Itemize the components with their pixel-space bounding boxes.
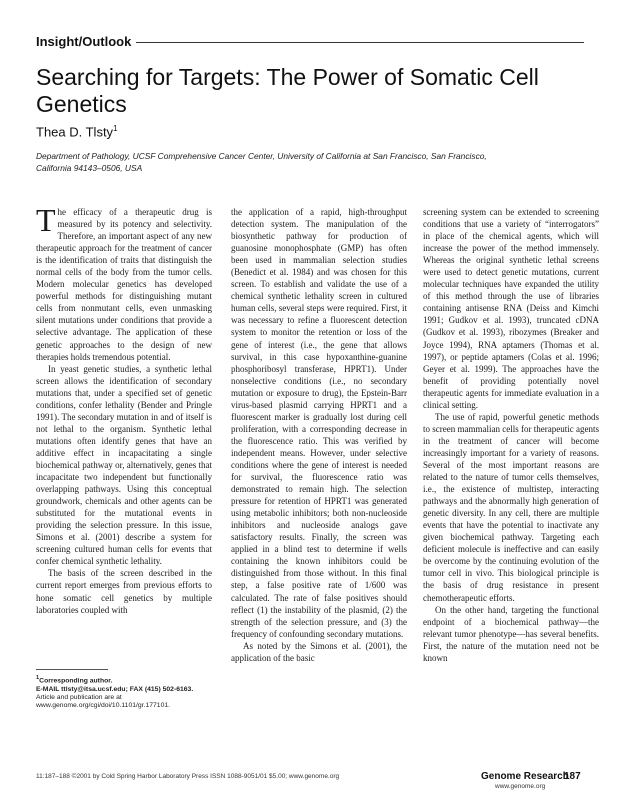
body-column-1 xyxy=(36,202,212,616)
drop-cap: T xyxy=(36,202,56,238)
contact-info: E-MAIL ttlsty@itsa.ucsf.edu; FAX (415) 502-6163. xyxy=(36,685,194,693)
section-label: Insight/Outlook xyxy=(36,34,132,49)
body-paragraph: The basis of the screen described in the current report emerges from previous efforts to hone somatic cell genetics by multiple laboratories coupled with xyxy=(36,568,212,615)
page-number: 187 xyxy=(564,771,581,782)
author-line xyxy=(36,124,118,139)
author-footnote-mark: 1 xyxy=(113,124,118,133)
corresponding-author-note: $^1$Corresponding author. xyxy=(36,675,113,685)
body-paragraph: As noted by the Simons et al. (2001), the application of the basic xyxy=(231,640,407,663)
body-column-3 xyxy=(423,206,599,664)
paragraph-text: he efficacy of a therapeutic drug is measured by its potency and selectivity. Therefore, an important aspect of any new therapeutic approach for the treatment of cancer is the identification of traits that distinguish the normal cells of the body from the tumor cells. Modern molecular genetics has developed powerful methods for distinguishing mutant cells from nonmutant cells, even unmasking silent mutations under conditions that provide a selective advantage. The application of these genetic approaches to the design of new therapies holds tremendous potential. xyxy=(36,207,212,362)
body-column-2 xyxy=(231,206,407,664)
article-title: Searching for Targets: The Power of Somatic Cell Genetics xyxy=(36,64,539,117)
footnotes xyxy=(36,674,224,711)
footnote-mark: 1 xyxy=(36,675,40,681)
citation-line: 11:187–188 ©2001 by Cold Spring Harbor Laboratory Press ISSN 1088-9051/01 $5.00; www.genome.org xyxy=(36,773,340,780)
body-paragraph: In yeast genetic studies, a synthetic lethal screen allows the identification of secondary mutations that, under a specified set of genetic conditions, confer lethality (Bender and Pringle 1991). The secondary mutation in and of itself is not lethal to the organism. Synthetic lethal mutations often identify genes that have an additive effect in incapacitating a single biochemical pathway or, alternatively, genes that incapacitate two independent but functionally overlapping pathways. Using this conceptual groundwork, chemicals and other agents can be substituted for the mutational events in providing the selection pressure. In this issue, Simons et al. (2001) describe a system for screening cultured human cells for events that confer chemical synthetic lethality. xyxy=(36,363,212,567)
publication-note: Article and publication are at www.genome.org/cgi/doi/10.1101/gr.177101. xyxy=(36,694,171,710)
body-paragraph: screening system can be extended to screening conditions that use a variety of “interrogators” in place of the chemical agents, which will increase the power of the method immensely. Whereas the original synthetic lethal screens were used to detect genetic mutations, current molecular techniques have expanded the utility of this method through the use of libraries containing antisense RNA (Deiss and Kimchi 1991; Gudkov et al. 1993), truncated cDNA (Gudkov et al. 1993), ribozymes (Breaker and Joyce 1994), RNA aptamers (Thomas et al. 1997), or peptide aptamers (Colas et al. 1996; Geyer et al. 1999). The approaches have the benefit of providing potentially novel therapeutic agents for immediate evaluation in a clinical setting. xyxy=(423,207,599,410)
footnote-divider xyxy=(36,669,108,670)
author-affiliation: Department of Pathology, UCSF Comprehensive Cancer Center, University of California at San Francisco, San Francisco, California 94143–0506, USA xyxy=(36,151,487,173)
body-paragraph: the application of a rapid, high-throughput detection system. The manipulation of the biosynthetic pathway for production of guanosine monophosphate (GMP) has often been used in mammalian selection studies (Benedict et al. 1984) and was chosen for this screen. To establish and validate the use of a chemical synthetic lethality screen in cultured human cells, several steps were required. First, it was necessary to refine a fluorescent detection system to monitor the retention or loss of the gene of interest (i.e., the gene that allows survival, in this case hypoxanthine-guanine phosphoribosyl transferase, HPRT1). Under nonselective conditions (i.e., no secondary mutation or exposure to drug), the Epstein-Barr virus-based plasmid carrying HPRT1 and a fluorescent marker is gradually lost during cell proliferation, with a corresponding decrease in the fluorescence ratio. This was verified by independent means. However, under selective conditions where the gene of interest is needed for survival, the fluorescence ratio was demonstrated to remain high. The selection pressure for retention of HPRT1 was generated using metabolic inhibitors; both non-nucleoside inhibitors and nucleoside analogs gave satisfactory results. Finally, the screen was applied in a blind test to determine if wells containing the known inhibitors could be distinguished from those without. In this final step, a false positive rate of 1/600 was calculated. The rate of false positives should reflect (1) the instability of the plasmid, (2) the strength of the selection pressure, and (3) the frequency of confounding secondary mutations. xyxy=(231,207,407,639)
section-divider xyxy=(136,42,584,43)
journal-name: Genome Research xyxy=(481,771,569,782)
journal-url: www.genome.org xyxy=(495,783,546,790)
body-paragraph: On the other hand, targeting the functional endpoint of a biochemical pathway—the relevant tumor phenotype—has several benefits. First, the nature of the mutation need not be known xyxy=(423,604,599,663)
author-name: Thea D. Tlsty xyxy=(36,124,114,140)
body-paragraph: The use of rapid, powerful genetic methods to screen mammalian cells for therapeutic agents in the treatment of cancer will become increasingly important for a variety of reasons. Several of the most important reasons are related to the nature of tumor cells themselves, i.e., the existence of multistep, interacting pathways and the abnormally high generation of genetic diversity. In any cell, there are multiple events that have the potential to inactivate any given biochemical pathway. Targeting each deficient molecule is ineffective and can easily be overcome by the continuing evolution of the tumor cell in vivo. This biological principle is the basis of drug resistance in present chemotherapeutic efforts. xyxy=(423,411,599,603)
body-paragraph xyxy=(36,202,212,363)
